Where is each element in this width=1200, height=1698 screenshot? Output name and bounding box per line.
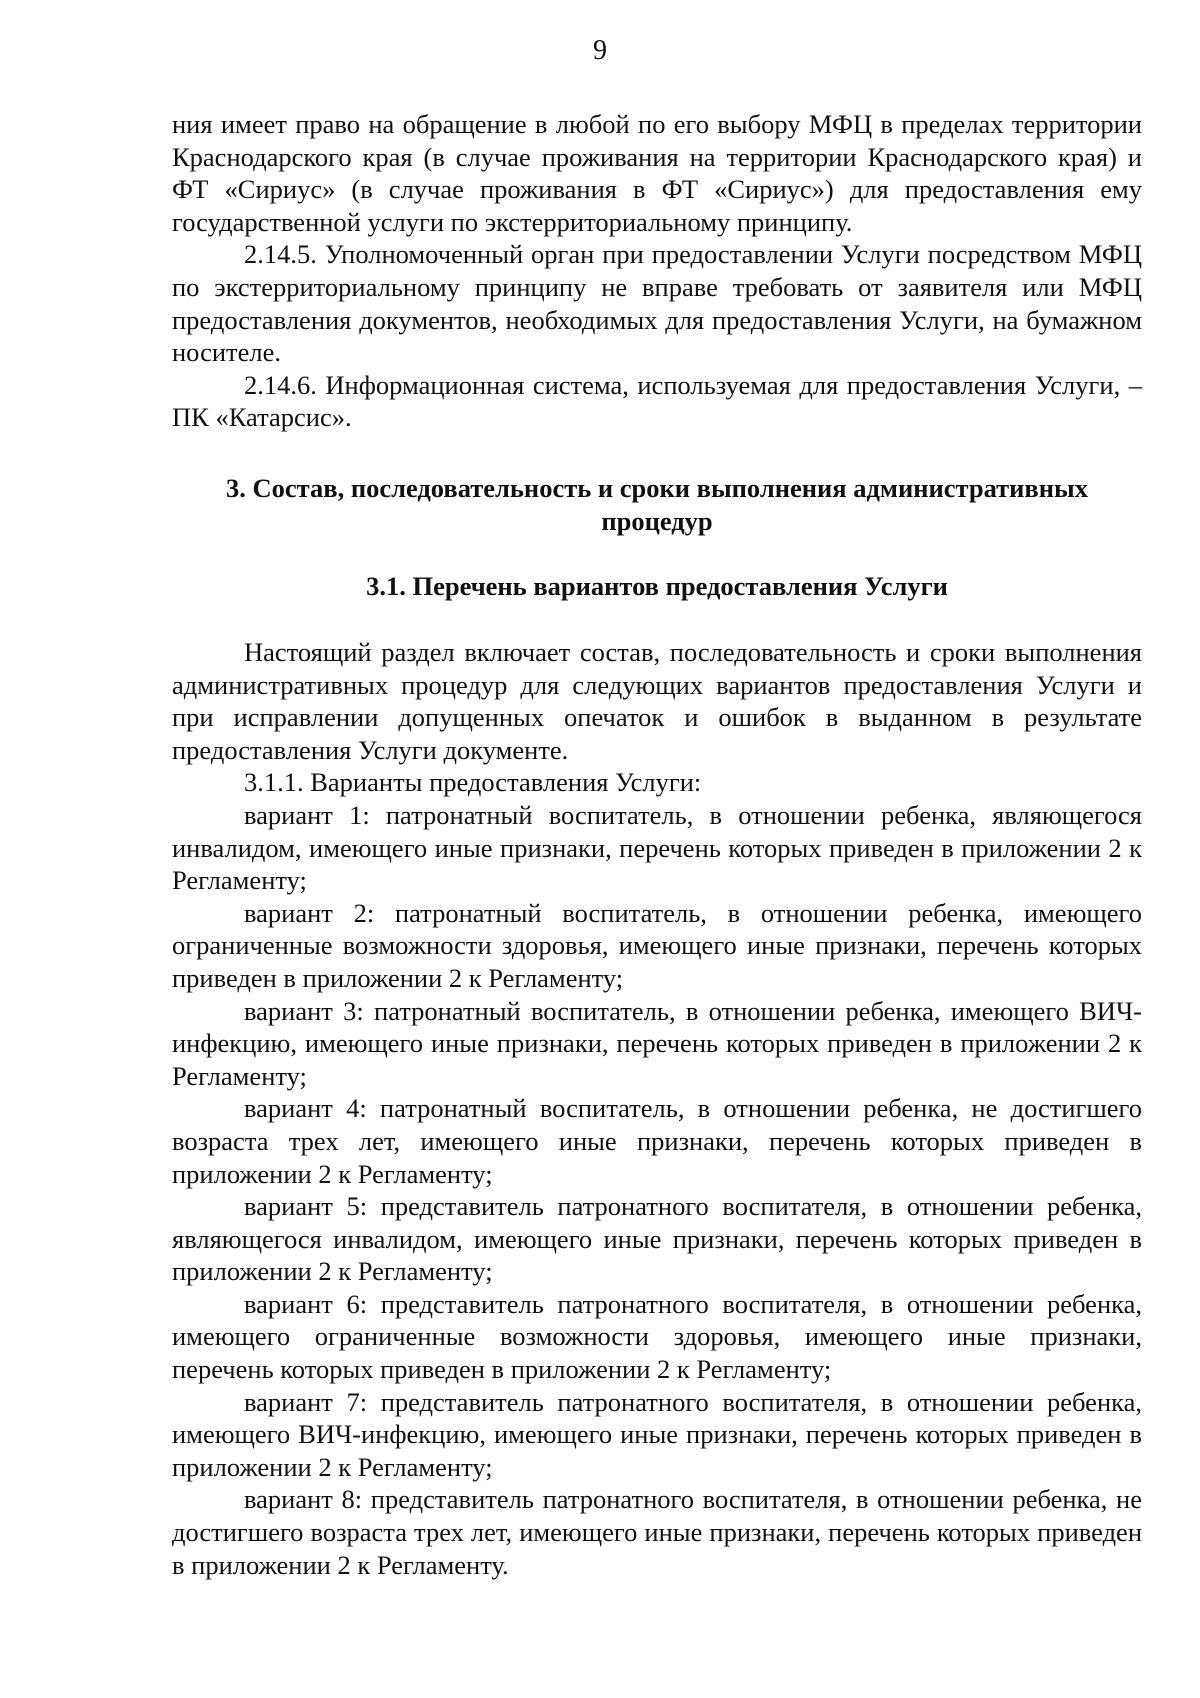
top-text-block <box>172 108 1142 434</box>
variant-item: вариант 3: патронатный воспитатель, в отношении ребенка, имеющего ВИЧ-инфекцию, имеющего иные признаки, перечень которых приведен в приложении 2 к Регламенту; <box>172 995 1142 1091</box>
variant-item: вариант 2: патронатный воспитатель, в отношении ребенка, имеющего ограниченные возможности здоровья, имеющего иные признаки, перечень которых приведен в приложении 2 к Регламенту; <box>172 897 1142 993</box>
variants-subheading: 3.1.1. Варианты предоставления Услуги: <box>244 767 702 798</box>
section-3-1-heading: 3.1. Перечень вариантов предоставления Услуги <box>366 571 948 601</box>
variant-item: вариант 4: патронатный воспитатель, в отношении ребенка, не достигшего возраста трех лет, имеющего иные признаки, перечень которых приведен в приложении 2 к Регламенту; <box>172 1093 1142 1189</box>
paragraph-continuation: ния имеет право на обращение в любой по его выбору МФЦ в пределах территории Краснодарского края (в случае проживания на территории Краснодарского края) и ФТ «Сириус» (в случае проживания в ФТ «Сириус») для предоставления ему государственной услуги по экстерриториальному принципу. <box>172 109 1142 237</box>
paragraph-2-14-6: 2.14.6. Информационная система, используемая для предоставления Услуги, – ПК «Катарсис». <box>172 369 1142 433</box>
section-intro-paragraph: Настоящий раздел включает состав, последовательность и сроки выполнения административных процедур для следующих вариантов предоставления Услуги и при исправлении допущенных опечаток и ошибок в выданном в результате предоставления Услуги документе. <box>172 637 1142 765</box>
paragraph-2-14-5: 2.14.5. Уполномоченный орган при предоставлении Услуги посредством МФЦ по экстерриториальному принципу не вправе требовать от заявителя или МФЦ предоставления документов, необходимых для предоставления Услуги, на бумажном носителе. <box>172 239 1142 368</box>
variant-item: вариант 5: представитель патронатного воспитателя, в отношении ребенка, являющегося инвалидом, имеющего иные признаки, перечень которых приведен в приложении 2 к Регламенту; <box>172 1191 1142 1287</box>
variant-item: вариант 8: представитель патронатного воспитателя, в отношении ребенка, не достигшего возраста трех лет, имеющего иные признаки, перечень которых приведен в приложении 2 к Регламенту. <box>172 1484 1142 1580</box>
variant-item: вариант 6: представитель патронатного воспитателя, в отношении ребенка, имеющего ограниченные возможности здоровья, имеющего иные признаки, перечень которых приведен в приложении 2 к Регламенту; <box>172 1288 1142 1385</box>
section-3-1-body <box>172 636 1142 1581</box>
section-3-heading: 3. Состав, последовательность и сроки выполнения административных процедур <box>226 473 1088 536</box>
variant-item: вариант 7: представитель патронатного воспитателя, в отношении ребенка, имеющего ВИЧ-инфекцию, имеющего иные признаки, перечень которых приведен в приложении 2 к Регламенту; <box>172 1386 1142 1482</box>
variant-item: вариант 1: патронатный воспитатель, в отношении ребенка, являющегося инвалидом, имеющего иные признаки, перечень которых приведен в приложении 2 к Регламенту; <box>172 799 1142 896</box>
page-number: 9 <box>593 35 607 66</box>
